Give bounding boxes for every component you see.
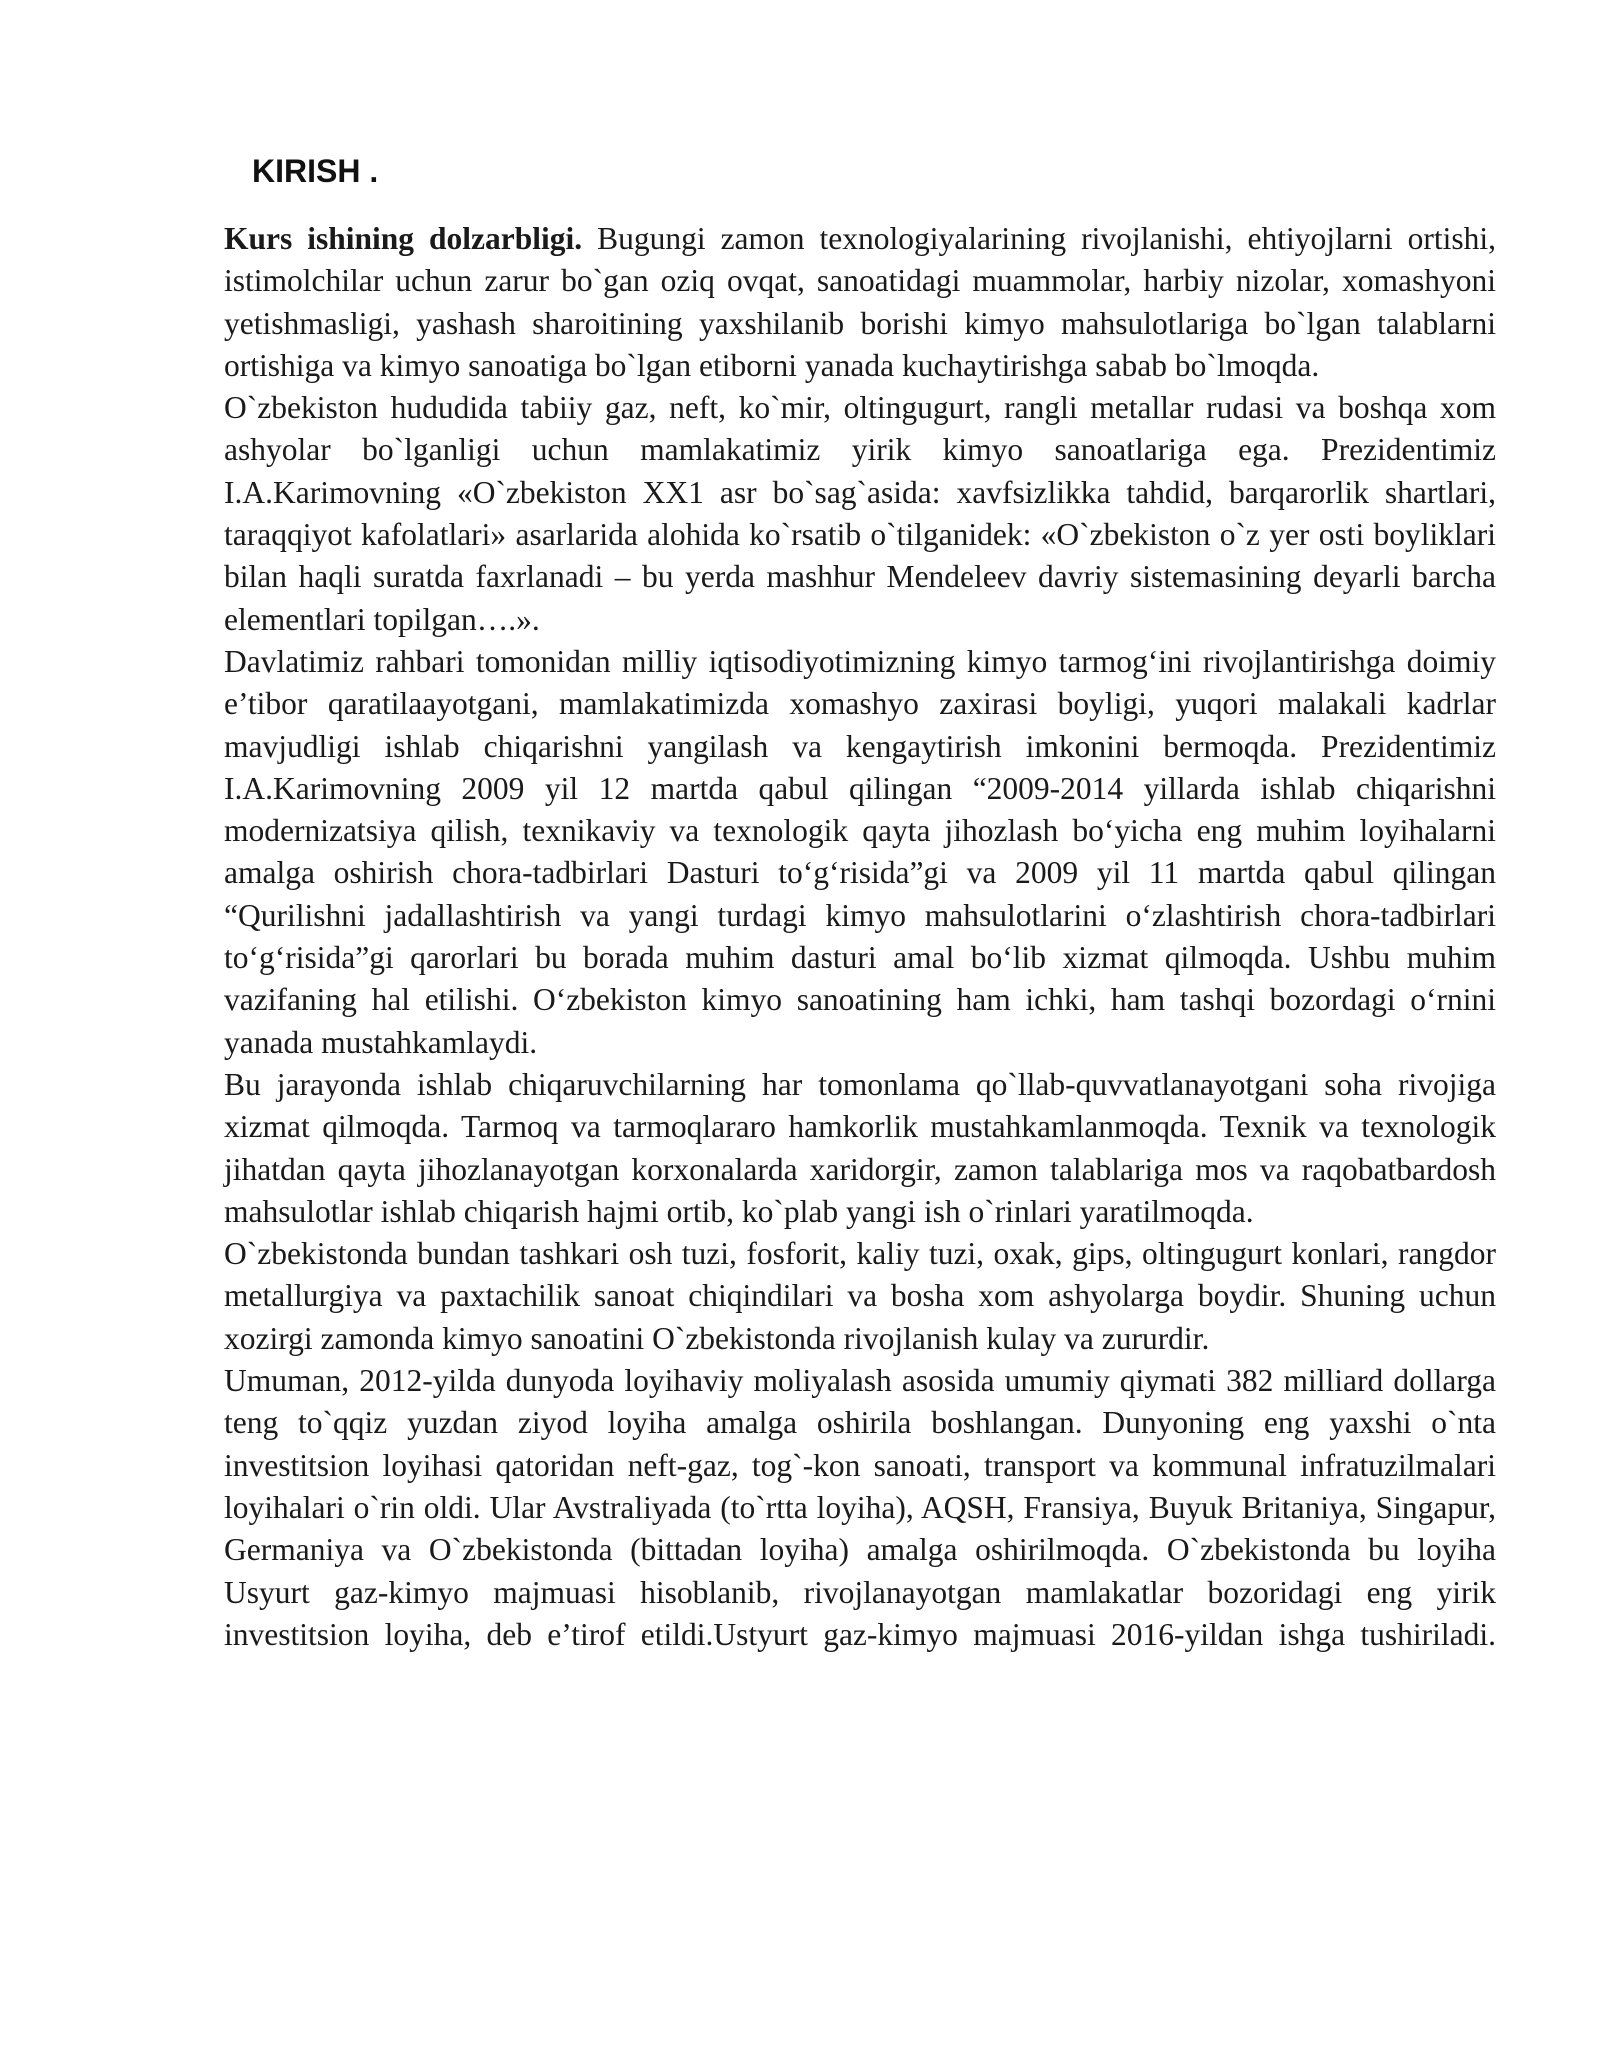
paragraph-investment-projects: Umuman, 2012-yilda dunyoda loyihaviy moliyalash asosida umumiy qiymati 382 milliard dollarga teng to`qqiz yuzdan ziyod loyiha amalga oshirila boshlangan. Dunyoning eng yaxshi o`nta investitsion loyihasi qatoridan neft-gaz, tog`-kon sanoati, transport va kommunal infratuzilmalari loyihalari o`rin oldi. Ular Avstraliyada (to`rtta loyiha), AQSH, Fransiya, Buyuk Britaniya, Singapur, Germaniya va O`zbekistonda (bittadan loyiha) amalga oshirilmoqda. O`zbekistonda bu loyiha Usyurt gaz-kimyo majmuasi hisoblanib, rivojlanayotgan mamlakatlar bozoridagi eng yirik investitsion loyiha, deb e’tirof etildi.Ustyurt gaz-kimyo majmuasi 2016-yildan ishga tushiriladi. — [224, 1363, 1496, 1652]
paragraph-government-policy: Davlatimiz rahbari tomonidan milliy iqtisodiyotimizning kimyo tarmog‘ini rivojlantirishga doimiy e’tibor qaratilaayotgani, mamlakatimizda xomashyo zaxirasi boyligi, yuqori malakali kadrlar mavjudligi ishlab chiqarishni yangilash va kengaytirish imkonini bermoqda. Prezidentimiz I.A.Karimovning 2009 yil 12 martda qabul qilingan “2009-2014 yillarda ishlab chiqarishni modernizatsiya qilish, texnikaviy va texnologik qayta jihozlash bo‘yicha eng muhim loyihalarni amalga oshirish chora-tadbirlari Dasturi to‘g‘risida”gi va 2009 yil 11 martda qabul qilingan “Qurilishni jadallashtirish va yangi turdagi kimyo mahsulotlarini o‘zlashtirish chora-tadbirlari to‘g‘risida”gi qarorlari bu borada muhim dasturi amal bo‘lib xizmat qilmoqda. Ushbu muhim vazifaning hal etilishi. O‘zbekiston kimyo sanoatining ham ichki, ham tashqi bozordagi o‘rnini yanada mustahkamlaydi. — [224, 643, 1496, 1060]
intro-lead: Kurs ishining dolzarbligi. — [224, 221, 583, 256]
intro-text: Bugungi zamon texnologiyalarining rivojlanishi, ehtiyojlarni ortishi, istimolchilar uchun zarur bo`gan oziq ovqat, sanoatidagi muammolar, harbiy nizolar, xomashyoni yetishmasligi, yashash sharoitining yaxshilanib borishi kimyo mahsulotlariga bo`lgan talablarni ortishiga va kimyo sanoatiga bo`lgan etiborni yanada kuchaytirishga sabab bo`lmoqda. — [224, 221, 1497, 383]
paragraph-resources: O`zbekiston hududida tabiiy gaz, neft, ko`mir, oltingugurt, rangli metallar rudasi va boshqa xom ashyolar bo`lganligi uchun mamlakatimiz yirik kimyo sanoatlariga ega. Prezidentimiz I.A.Karimovning «O`zbekiston XX1 asr bo`sag`asida: xavfsizlikka tahdid, barqarorlik shartlari, taraqqiyot kafolatlari» asarlarida alohida ko`rsatib o`tilganidek: «O`zbekiston o`z yer osti boyliklari bilan haqli suratda faxrlanadi – bu yerda mashhur Mendeleev davriy sistemasining deyarli barcha elementlari topilgan….». — [224, 390, 1496, 637]
document-body — [224, 218, 1496, 1656]
paragraph-producers-support: Bu jarayonda ishlab chiqaruvchilarning har tomonlama qo`llab-quvvatlanayotgani soha rivojiga xizmat qilmoqda. Tarmoq va tarmoqlararo hamkorlik mustahkamlanmoqda. Texnik va texnologik jihatdan qayta jihozlanayotgan korxonalarda xaridorgir, zamon talablariga mos va raqobatbardosh mahsulotlar ishlab chiqarish hajmi ortib, ko`plab yangi ish o`rinlari yaratilmoqda. — [224, 1066, 1496, 1229]
section-heading: KIRISH . — [252, 153, 379, 189]
paragraph-raw-materials: O`zbekistonda bundan tashkari osh tuzi, fosforit, kaliy tuzi, oxak, gips, oltingugurt konlari, rangdor metallurgiya va paxtachilik sanoat chiqindilari va bosha xom ashyolarga boydir. Shuning uchun xozirgi zamonda kimyo sanoatini O`zbekistonda rivojlanish kulay va zururdir. — [224, 1236, 1496, 1356]
intro-paragraph — [224, 218, 1496, 387]
